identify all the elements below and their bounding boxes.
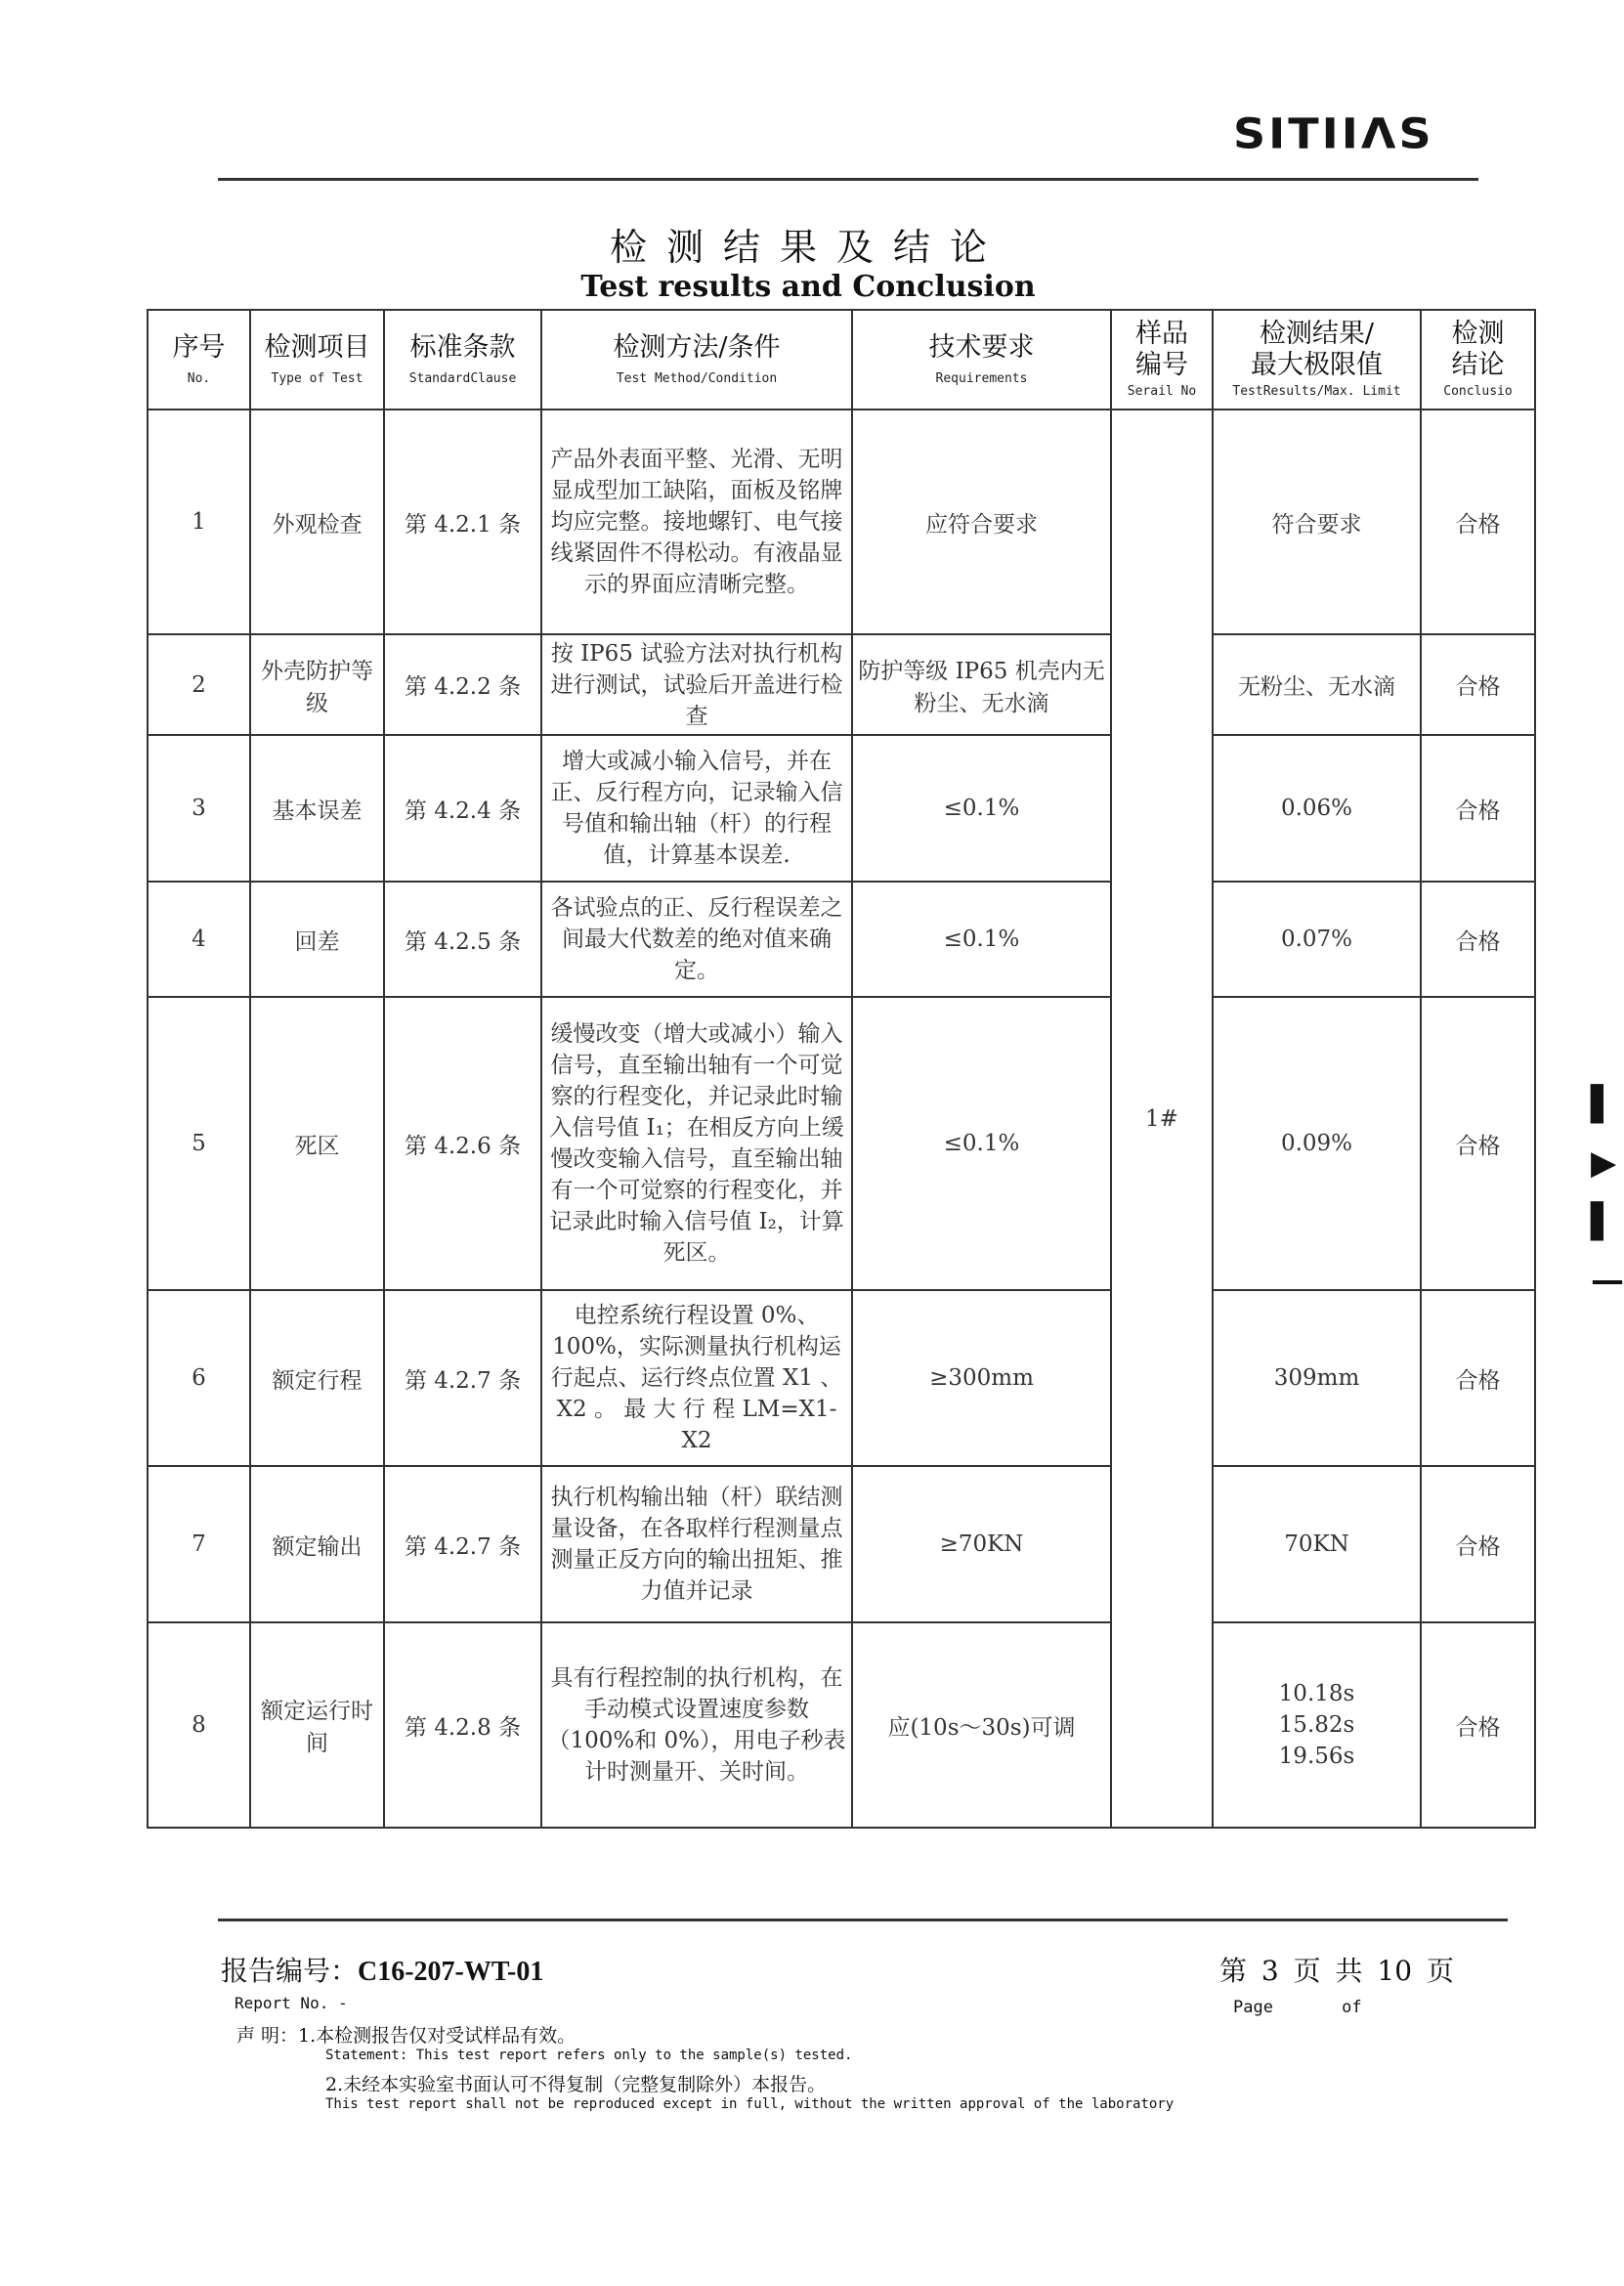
declaration-label: 声 明： — [236, 2025, 299, 2047]
page-number: 第 3 页 共 10 页 — [1219, 1955, 1454, 1987]
result-line: 19.56s — [1278, 1744, 1355, 1769]
company-logo: SITIIΛS — [1233, 109, 1434, 158]
col-header-conclusion: 检测 结论 Conclusio — [1421, 310, 1535, 410]
row-clause: 第 4.2.2 条 — [384, 634, 541, 735]
row-item: 额定输出 — [250, 1466, 384, 1622]
row-item: 额定行程 — [250, 1290, 384, 1466]
row-item: 外观检查 — [250, 410, 384, 634]
declaration-1 — [236, 2021, 576, 2048]
row-no: 1 — [148, 410, 250, 634]
footer-divider — [218, 1919, 1508, 1921]
row-requirement: ≤0.1% — [852, 997, 1111, 1290]
row-method: 缓慢改变（增大或减小）输入信号，直至输出轴有一个可觉察的行程变化，并记录此时输入信号值 I₁；在相反方向上缓慢改变输入信号，直至输出轴有一个可觉察的行程变化，并记录此时输入信号值 I₂，计算死区。 — [541, 997, 852, 1290]
serial-no: 1# — [1111, 410, 1213, 1828]
row-no: 8 — [148, 1622, 250, 1828]
page-title-en: Test results and Conclusion — [580, 270, 1036, 304]
row-conclusion: 合格 — [1421, 735, 1535, 882]
row-no: 7 — [148, 1466, 250, 1622]
result-line: 15.82s — [1278, 1712, 1355, 1738]
row-clause: 第 4.2.4 条 — [384, 735, 541, 882]
table-row — [148, 410, 1535, 634]
row-clause: 第 4.2.5 条 — [384, 882, 541, 997]
row-no: 4 — [148, 882, 250, 997]
row-clause: 第 4.2.7 条 — [384, 1290, 541, 1466]
table-row — [148, 882, 1535, 997]
row-method: 按 IP65 试验方法对执行机构进行测试，试验后开盖进行检查 — [541, 634, 852, 735]
row-result: 0.09% — [1213, 997, 1421, 1290]
table-row — [148, 634, 1535, 735]
row-conclusion: 合格 — [1421, 410, 1535, 634]
row-no: 2 — [148, 634, 250, 735]
row-result: 0.07% — [1213, 882, 1421, 997]
report-number-en: Report No. - — [235, 1994, 348, 2012]
declaration-1-text: 1.本检测报告仅对受试样品有效。 — [298, 2025, 577, 2047]
col-header-clause: 标准条款 StandardClause — [384, 310, 541, 410]
row-method: 产品外表面平整、光滑、无明显成型加工缺陷，面板及铭牌均应完整。接地螺钉、电气接线紧固件不得松动。有液晶显示的界面应清晰完整。 — [541, 410, 852, 634]
results-table — [147, 309, 1536, 1829]
row-requirement: ≤0.1% — [852, 882, 1111, 997]
row-clause: 第 4.2.6 条 — [384, 997, 541, 1290]
col-header-result: 检测结果/ 最大极限值 TestResults/Max. Limit — [1213, 310, 1421, 410]
row-requirement: ≥70KN — [852, 1466, 1111, 1622]
row-requirement: 应符合要求 — [852, 410, 1111, 634]
row-no: 6 — [148, 1290, 250, 1466]
row-no: 5 — [148, 997, 250, 1290]
header-divider — [218, 178, 1478, 181]
row-requirement: ≤0.1% — [852, 735, 1111, 882]
report-number — [221, 1950, 543, 1989]
declaration-1-en: Statement: This test report refers only to the sample(s) tested. — [325, 2048, 853, 2063]
row-conclusion: 合格 — [1421, 882, 1535, 997]
row-method: 具有行程控制的执行机构，在手动模式设置速度参数（100%和 0%），用电子秒表计时测量开、关时间。 — [541, 1622, 852, 1828]
page-number-en: Page of — [1233, 1998, 1362, 2017]
row-item: 回差 — [250, 882, 384, 997]
row-conclusion: 合格 — [1421, 1290, 1535, 1466]
row-method: 电控系统行程设置 0%、100%，实际测量执行机构运行起点、运行终点位置 X1 、 X2 。 最 大 行 程 LM=X1-X2 — [541, 1290, 852, 1466]
page-title-cn: 检测结果及结论 — [609, 226, 1006, 269]
col-header-test-type: 检测项目 Type of Test — [250, 310, 384, 410]
row-requirement: ≥300mm — [852, 1290, 1111, 1466]
table-row — [148, 997, 1535, 1290]
row-result: 无粉尘、无水滴 — [1213, 634, 1421, 735]
row-result: 70KN — [1213, 1466, 1421, 1622]
report-no-value: C16-207-WT-01 — [358, 1957, 544, 1987]
row-result: 符合要求 — [1213, 410, 1421, 634]
binding-edge-marks: ▌ ▶ ▌ — — [1591, 1085, 1624, 1300]
table-row — [148, 1466, 1535, 1622]
row-method: 增大或减小输入信号，并在正、反行程方向，记录输入信号值和输出轴（杆）的行程值，计算基本误差. — [541, 735, 852, 882]
row-requirement: 防护等级 IP65 机壳内无粉尘、无水滴 — [852, 634, 1111, 735]
row-method: 各试验点的正、反行程误差之间最大代数差的绝对值来确定。 — [541, 882, 852, 997]
table-row — [148, 1622, 1535, 1828]
row-conclusion: 合格 — [1421, 1622, 1535, 1828]
row-clause: 第 4.2.8 条 — [384, 1622, 541, 1828]
row-conclusion: 合格 — [1421, 997, 1535, 1290]
table-row — [148, 1290, 1535, 1466]
row-result: 309mm — [1213, 1290, 1421, 1466]
col-header-serial: 样品 编号 Serail No — [1111, 310, 1213, 410]
row-item: 外壳防护等级 — [250, 634, 384, 735]
result-line: 10.18s — [1278, 1681, 1355, 1706]
row-no: 3 — [148, 735, 250, 882]
col-header-requirements: 技术要求 Requirements — [852, 310, 1111, 410]
row-result — [1213, 1622, 1421, 1828]
row-conclusion: 合格 — [1421, 634, 1535, 735]
row-item: 基本误差 — [250, 735, 384, 882]
row-result: 0.06% — [1213, 735, 1421, 882]
row-requirement: 应(10s～30s)可调 — [852, 1622, 1111, 1828]
row-method: 执行机构输出轴（杆）联结测量设备，在各取样行程测量点测量正反方向的输出扭矩、推力值并记录 — [541, 1466, 852, 1622]
col-header-no: 序号 No. — [148, 310, 250, 410]
report-no-label: 报告编号： — [221, 1955, 359, 1987]
table-header-row — [148, 310, 1535, 410]
col-header-method: 检测方法/条件 Test Method/Condition — [541, 310, 852, 410]
declaration-2: 2.未经本实验室书面认可不得复制（完整复制除外）本报告。 — [325, 2074, 827, 2095]
table-row — [148, 735, 1535, 882]
row-conclusion: 合格 — [1421, 1466, 1535, 1622]
row-clause: 第 4.2.1 条 — [384, 410, 541, 634]
row-clause: 第 4.2.7 条 — [384, 1466, 541, 1622]
row-item: 死区 — [250, 997, 384, 1290]
declaration-2-en: This test report shall not be reproduced except in full, without the written approval of the laboratory — [325, 2096, 1175, 2112]
row-item: 额定运行时间 — [250, 1622, 384, 1828]
